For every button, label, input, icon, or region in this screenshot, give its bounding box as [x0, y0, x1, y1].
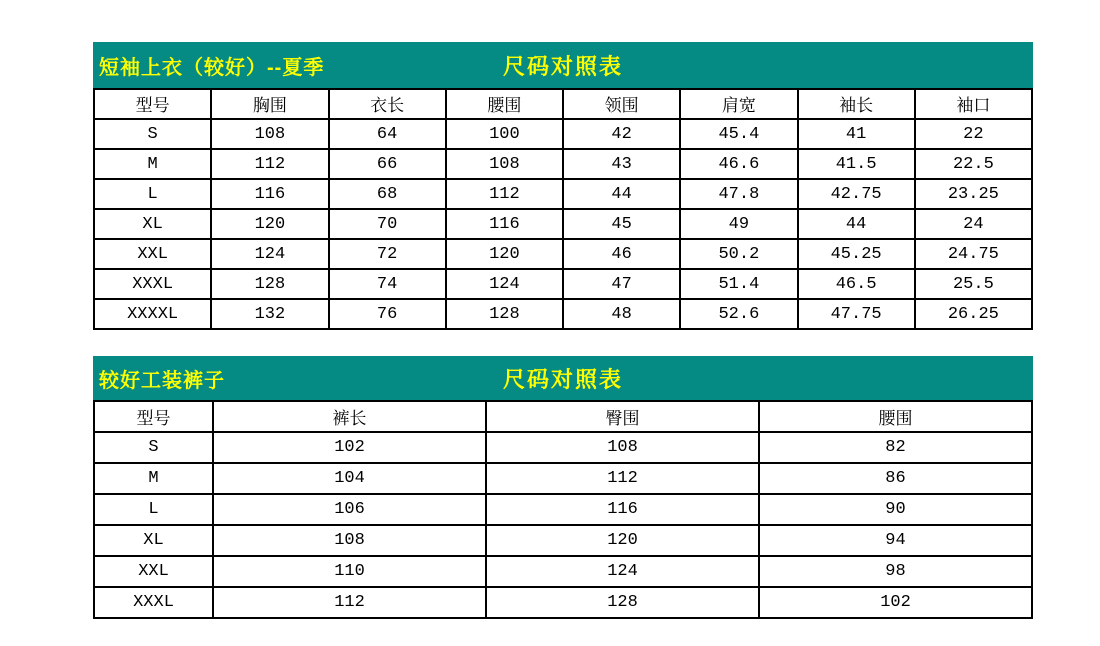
- measurement-cell: 51.4: [680, 269, 797, 299]
- size-label-cell: S: [94, 119, 211, 149]
- table-row: [94, 239, 1032, 269]
- table-row: [94, 556, 1032, 587]
- measurement-cell: 45.4: [680, 119, 797, 149]
- table-row: [94, 149, 1032, 179]
- measurement-cell: 49: [680, 209, 797, 239]
- size-label-cell: S: [94, 432, 213, 463]
- table-row: [94, 119, 1032, 149]
- measurement-cell: 42: [563, 119, 680, 149]
- shirt-table-subtitle: 尺码对照表: [502, 53, 624, 79]
- measurement-cell: 50.2: [680, 239, 797, 269]
- measurement-cell: 41.5: [798, 149, 915, 179]
- measurement-cell: 22.5: [915, 149, 1032, 179]
- measurement-cell: 112: [213, 587, 486, 618]
- measurement-cell: 76: [329, 299, 446, 329]
- table-row: [94, 299, 1032, 329]
- column-header: 胸围: [211, 89, 328, 119]
- measurement-cell: 98: [759, 556, 1032, 587]
- measurement-cell: 116: [486, 494, 759, 525]
- measurement-cell: 124: [446, 269, 563, 299]
- size-label-cell: M: [94, 463, 213, 494]
- measurement-cell: 112: [486, 463, 759, 494]
- measurement-cell: 120: [446, 239, 563, 269]
- header-row: [94, 89, 1032, 119]
- column-header: 腰围: [446, 89, 563, 119]
- measurement-cell: 108: [486, 432, 759, 463]
- measurement-cell: 102: [213, 432, 486, 463]
- shirt-title-band: [93, 42, 1033, 88]
- measurement-cell: 43: [563, 149, 680, 179]
- measurement-cell: 82: [759, 432, 1032, 463]
- table-row: [94, 269, 1032, 299]
- measurement-cell: 74: [329, 269, 446, 299]
- pants-table-subtitle: 尺码对照表: [502, 366, 624, 392]
- measurement-cell: 86: [759, 463, 1032, 494]
- column-header: 领围: [563, 89, 680, 119]
- measurement-cell: 44: [798, 209, 915, 239]
- measurement-cell: 124: [211, 239, 328, 269]
- measurement-cell: 128: [446, 299, 563, 329]
- table-row: [94, 587, 1032, 618]
- size-label-cell: XXXL: [94, 269, 211, 299]
- measurement-cell: 23.25: [915, 179, 1032, 209]
- measurement-cell: 46.5: [798, 269, 915, 299]
- size-label-cell: XXL: [94, 556, 213, 587]
- measurement-cell: 45.25: [798, 239, 915, 269]
- column-header: 裤长: [213, 401, 486, 432]
- measurement-cell: 44: [563, 179, 680, 209]
- column-header: 肩宽: [680, 89, 797, 119]
- measurement-cell: 94: [759, 525, 1032, 556]
- measurement-cell: 120: [211, 209, 328, 239]
- measurement-cell: 112: [446, 179, 563, 209]
- size-label-cell: L: [94, 179, 211, 209]
- measurement-cell: 68: [329, 179, 446, 209]
- measurement-cell: 24: [915, 209, 1032, 239]
- measurement-cell: 22: [915, 119, 1032, 149]
- measurement-cell: 46.6: [680, 149, 797, 179]
- pants-size-table-section: [93, 356, 1033, 619]
- size-label-cell: XXL: [94, 239, 211, 269]
- column-header: 腰围: [759, 401, 1032, 432]
- measurement-cell: 116: [446, 209, 563, 239]
- measurement-cell: 25.5: [915, 269, 1032, 299]
- measurement-cell: 132: [211, 299, 328, 329]
- header-row: [94, 401, 1032, 432]
- column-header: 臀围: [486, 401, 759, 432]
- table-row: [94, 525, 1032, 556]
- measurement-cell: 24.75: [915, 239, 1032, 269]
- measurement-cell: 47: [563, 269, 680, 299]
- table-row: [94, 494, 1032, 525]
- column-header: 型号: [94, 89, 211, 119]
- column-header: 型号: [94, 401, 213, 432]
- size-label-cell: XXXL: [94, 587, 213, 618]
- shirt-table-title: 短袖上衣（较好）--夏季: [99, 56, 325, 79]
- measurement-cell: 48: [563, 299, 680, 329]
- column-header: 袖长: [798, 89, 915, 119]
- measurement-cell: 106: [213, 494, 486, 525]
- measurement-cell: 128: [211, 269, 328, 299]
- table-row: [94, 179, 1032, 209]
- measurement-cell: 124: [486, 556, 759, 587]
- measurement-cell: 104: [213, 463, 486, 494]
- measurement-cell: 120: [486, 525, 759, 556]
- measurement-cell: 108: [446, 149, 563, 179]
- pants-table-title: 较好工装裤子: [99, 369, 225, 392]
- measurement-cell: 26.25: [915, 299, 1032, 329]
- measurement-cell: 45: [563, 209, 680, 239]
- column-header: 衣长: [329, 89, 446, 119]
- measurement-cell: 52.6: [680, 299, 797, 329]
- measurement-cell: 108: [213, 525, 486, 556]
- column-header: 袖口: [915, 89, 1032, 119]
- measurement-cell: 116: [211, 179, 328, 209]
- measurement-cell: 128: [486, 587, 759, 618]
- table-row: [94, 463, 1032, 494]
- measurement-cell: 42.75: [798, 179, 915, 209]
- size-label-cell: L: [94, 494, 213, 525]
- size-label-cell: XXXXL: [94, 299, 211, 329]
- pants-title-band: [93, 356, 1033, 400]
- measurement-cell: 90: [759, 494, 1032, 525]
- measurement-cell: 66: [329, 149, 446, 179]
- measurement-cell: 46: [563, 239, 680, 269]
- table-row: [94, 209, 1032, 239]
- measurement-cell: 47.75: [798, 299, 915, 329]
- shirt-size-table-section: [93, 42, 1033, 330]
- measurement-cell: 47.8: [680, 179, 797, 209]
- measurement-cell: 41: [798, 119, 915, 149]
- measurement-cell: 64: [329, 119, 446, 149]
- measurement-cell: 110: [213, 556, 486, 587]
- measurement-cell: 100: [446, 119, 563, 149]
- table-row: [94, 432, 1032, 463]
- size-label-cell: XL: [94, 209, 211, 239]
- size-label-cell: M: [94, 149, 211, 179]
- size-label-cell: XL: [94, 525, 213, 556]
- measurement-cell: 112: [211, 149, 328, 179]
- measurement-cell: 108: [211, 119, 328, 149]
- shirt-size-table: [93, 88, 1033, 330]
- measurement-cell: 102: [759, 587, 1032, 618]
- measurement-cell: 70: [329, 209, 446, 239]
- measurement-cell: 72: [329, 239, 446, 269]
- pants-size-table: [93, 400, 1033, 619]
